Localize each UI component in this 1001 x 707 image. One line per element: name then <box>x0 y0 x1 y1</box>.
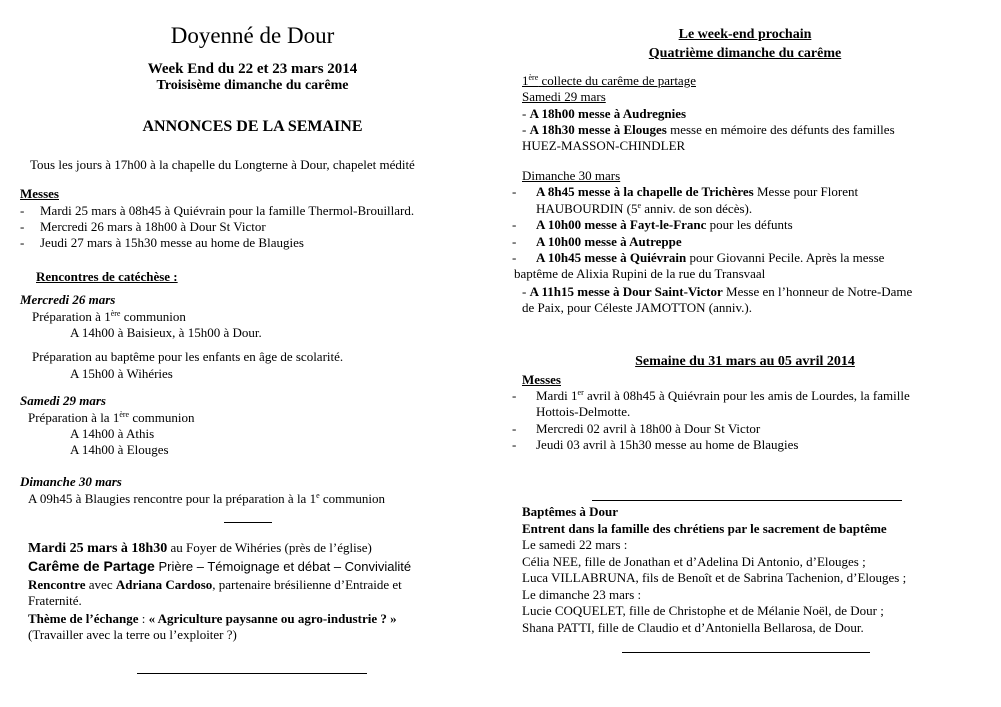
bapteme-entry: Shana PATTI, fille de Claudio et d’Antoniella Bellarosa, de Dour. <box>522 620 864 635</box>
next-sunday-title: Quatrième dimanche du carême <box>648 46 842 61</box>
dimanche-mass-cont: de Paix, pour Céleste JAMOTTON (anniv.). <box>522 300 752 315</box>
mercredi-prep-detail: A 14h00 à Baisieux, à 15h00 à Dour. <box>70 325 262 340</box>
dimanche-mass: A 10h45 messe à Quiévrain pour Giovanni Pecile. Après la messe <box>536 250 885 265</box>
divider <box>224 522 272 523</box>
collecte-label: 1ère collecte du carême de partage <box>522 73 696 88</box>
bapteme-entry: Luca VILLABRUNA, fils de Benoît et de Sabrina Tachenion, d’Elouges ; <box>522 570 907 585</box>
samedi-a1: A 14h00 à Athis <box>70 426 155 441</box>
dimanche-dash: - <box>512 234 517 249</box>
samedi-a2: A 14h00 à Elouges <box>70 442 169 457</box>
messe-dash: - <box>20 235 25 250</box>
mercredi-bapteme: Préparation au baptême pour les enfants en âge de scolarité. <box>32 349 344 364</box>
semaine-mass: Mardi 1er avril à 08h45 à Quiévrain pour les amis de Lourdes, la famille <box>536 388 910 403</box>
dimanche-mass: A 8h45 messe à la chapelle de Trichères Messe pour Florent <box>536 184 859 199</box>
theme-sub: (Travailler avec la terre ou l’exploiter ?) <box>28 627 237 642</box>
mercredi-prep: Préparation à 1ère communion <box>32 309 186 324</box>
messes-heading: Messes <box>20 186 59 201</box>
announces-heading: ANNONCES DE LA SEMAINE <box>142 118 363 135</box>
dimanche-30-day: Dimanche 30 mars <box>522 168 621 183</box>
divider <box>592 500 902 501</box>
samedi-mass: - A 18h30 messe à Elouges messe en mémoire des défunts des familles <box>522 122 895 137</box>
samedi-mass: - A 18h00 messe à Audregnies <box>522 106 687 121</box>
next-weekend-title: Le week-end prochain <box>678 27 812 42</box>
baptemes-title: Baptêmes à Dour <box>522 504 619 519</box>
samedi-prep: Préparation à la 1ère communion <box>28 410 195 425</box>
semaine-dash: - <box>512 437 517 452</box>
semaine-title: Semaine du 31 mars au 05 avril 2014 <box>635 354 855 369</box>
baptemes-intro: Entrent dans la famille des chrétiens par le sacrement de baptême <box>522 521 887 536</box>
samedi-mass-cont: HUEZ-MASSON-CHINDLER <box>522 138 686 153</box>
weekend-date: Week End du 22 et 23 mars 2014 <box>147 61 358 77</box>
dimanche-dash: - <box>512 217 517 232</box>
semaine-mass: Mercredi 02 avril à 18h00 à Dour St Victor <box>536 421 761 436</box>
semaine-dash: - <box>512 388 517 403</box>
messe-dash: - <box>20 203 25 218</box>
bapteme-date: Le samedi 22 mars : <box>522 537 628 552</box>
dimanche-mass: A 10h00 messe à Autreppe <box>536 234 682 249</box>
dimanche-dash: - <box>512 184 517 199</box>
semaine-messes-heading: Messes <box>522 372 561 387</box>
samedi-29-day: Samedi 29 mars <box>522 89 606 104</box>
dimanche-mass-cont: HAUBOURDIN (5e anniv. de son décès). <box>536 201 753 216</box>
dimanche-text: A 09h45 à Blaugies rencontre pour la préparation à la 1e communion <box>28 491 385 506</box>
rencontre-line2: Fraternité. <box>28 593 82 608</box>
bapteme-entry: Célia NEE, fille de Jonathan et d’Adelina Di Antonio, d’Elouges ; <box>522 554 866 569</box>
messe-dash: - <box>20 219 25 234</box>
messe-item: Mercredi 26 mars à 18h00 à Dour St Victor <box>40 219 266 234</box>
semaine-dash: - <box>512 421 517 436</box>
messe-item: Mardi 25 mars à 08h45 à Quiévrain pour la famille Thermol-Brouillard. <box>40 203 415 218</box>
dimanche-mass-cont: baptême de Alixia Rupini de la rue du Transvaal <box>514 266 766 281</box>
catechese-heading: Rencontres de catéchèse : <box>36 269 178 284</box>
page-title: Doyenné de Dour <box>170 23 335 48</box>
sunday-label: Troisisème dimanche du carême <box>156 78 349 93</box>
chapelet-text: Tous les jours à 17h00 à la chapelle du Longterne à Dour, chapelet médité <box>30 157 415 172</box>
mercredi-bapteme-detail: A 15h00 à Wihéries <box>70 366 173 381</box>
mardi-event: Mardi 25 mars à 18h30 au Foyer de Wihéries (près de l’église) <box>28 540 372 556</box>
samedi-day: Samedi 29 mars <box>20 393 106 408</box>
semaine-mass: Jeudi 03 avril à 15h30 messe au home de Blaugies <box>536 437 799 452</box>
rencontre-line: Rencontre avec Adriana Cardoso, partenaire brésilienne d’Entraide et <box>28 577 402 592</box>
dimanche-mass: A 10h00 messe à Fayt-le-Franc pour les défunts <box>536 217 793 232</box>
messe-item: Jeudi 27 mars à 15h30 messe au home de Blaugies <box>40 235 304 250</box>
careme-line: Carême de Partage Prière – Témoignage et débat – Convivialité <box>28 558 412 574</box>
mercredi-day: Mercredi 26 mars <box>20 292 116 307</box>
divider <box>622 652 870 653</box>
semaine-mass-cont: Hottois-Delmotte. <box>536 404 631 419</box>
dimanche-dash: - <box>512 250 517 265</box>
bapteme-date: Le dimanche 23 mars : <box>522 587 642 602</box>
dimanche-mass: - A 11h15 messe à Dour Saint-Victor Messe en l’honneur de Notre-Dame <box>522 284 913 299</box>
theme-line: Thème de l’échange : « Agriculture paysanne ou agro-industrie ? » <box>28 611 397 626</box>
bapteme-entry: Lucie COQUELET, fille de Christophe et de Mélanie Noël, de Dour ; <box>522 603 884 618</box>
dimanche-day: Dimanche 30 mars <box>20 474 122 489</box>
divider <box>137 673 367 674</box>
